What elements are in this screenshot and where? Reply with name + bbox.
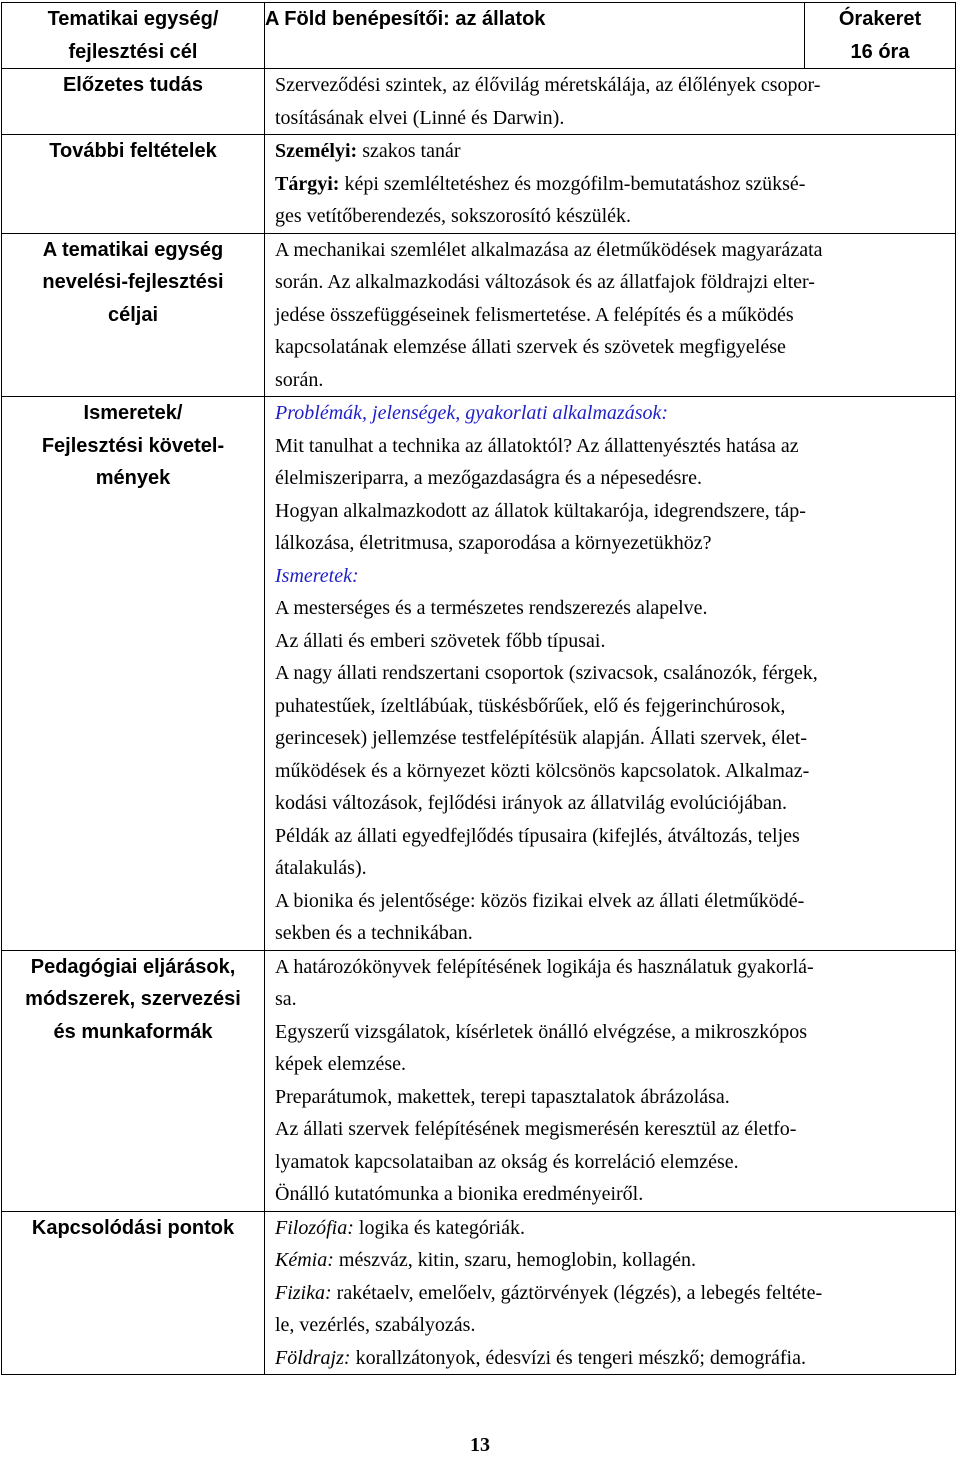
prior-knowledge-label-text: Előzetes tudás (62, 74, 204, 96)
connections-label (2, 1211, 265, 1375)
goals-line: jedése összefüggéseinek felismertetése. A felépítés és a működés (275, 303, 794, 326)
goals-label-line2: nevelési-fejlesztési (42, 271, 224, 293)
connection-text: mészváz, kitin, szaru, hemoglobin, kollagén. (333, 1249, 697, 1271)
goals-line: kapcsolatának elemzése állati szervek és szövetek megfigyelése (275, 336, 786, 358)
prior-line-1: Szerveződési szintek, az élővilág méretskálája, az élőlények csopor- (275, 74, 821, 96)
facts-line: A mesterséges és a természetes rendszerezés alapelve. (275, 597, 708, 619)
methods-content (265, 950, 956, 1211)
topic-label-line1: Tematikai egység/ (47, 8, 219, 30)
methods-label-line2: módszerek, szervezési (25, 988, 241, 1010)
knowledge-content (265, 397, 956, 951)
methods-line: Önálló kutatómunka a bionika eredményeiről. (275, 1183, 644, 1205)
problems-line: Mit tanulhat a technika az állatoktól? Az állattenyésztés hatása az (275, 434, 799, 457)
page-number: 13 (470, 1434, 490, 1456)
goals-line: során. (275, 368, 324, 391)
prior-knowledge-label (2, 69, 265, 135)
problems-heading: Problémák, jelenségek, gyakorlati alkalmazások: (275, 402, 669, 424)
goals-content (265, 233, 956, 397)
topic-label-cell (2, 3, 265, 69)
facts-heading: Ismeretek: (275, 564, 359, 587)
material-condition (275, 168, 947, 201)
connections-row (2, 1211, 956, 1375)
facts-line: Példák az állati egyedfejlődés típusaira (kifejlés, átváltozás, teljes (275, 824, 800, 847)
conditions-content (265, 135, 956, 234)
goals-line: során. Az alkalmazkodási változások és az állatfajok földrajzi elter- (275, 271, 815, 293)
personal-value: szakos tanár (357, 140, 461, 162)
connection-subject: Földrajz: (275, 1346, 351, 1369)
knowledge-label-line2: Fejlesztési követel- (41, 434, 225, 457)
connection-item (275, 1342, 947, 1375)
knowledge-row (2, 397, 956, 951)
connection-subject: Filozófia: (275, 1216, 354, 1239)
connection-item (275, 1309, 947, 1342)
topic-title: A Föld benépesítői: az állatok (265, 3, 805, 68)
methods-line: lyamatok kapcsolataiban az okság és korreláció elemzése. (275, 1150, 739, 1173)
problems-line: lálkozása, életritmusa, szaporodása a környezetükhöz? (275, 532, 712, 554)
personal-condition (275, 135, 947, 168)
connections-content (265, 1211, 956, 1375)
facts-line: puhatestűek, ízeltlábúak, tüskésbőrűek, elő és fejgerinchúrosok, (275, 694, 786, 717)
conditions-label-text: További feltételek (49, 140, 217, 162)
conditions-row (2, 135, 956, 234)
prior-knowledge-row (2, 69, 956, 135)
methods-line: Egyszerű vizsgálatok, kísérletek önálló elvégzése, a mikroszkópos (275, 1020, 808, 1043)
problems-line: élelmiszeriparra, a mezőgazdaságra és a népesedésre. (275, 467, 702, 489)
facts-line: A nagy állati rendszertani csoportok (szivacsok, csalánozók, férgek, (275, 662, 818, 684)
methods-line: A határozókönyvek felépítésének logikája és használatuk gyakorlá- (275, 955, 814, 978)
goals-row (2, 233, 956, 397)
methods-label-line3: és munkaformák (53, 1020, 213, 1043)
connection-item (275, 1244, 947, 1277)
methods-label (2, 950, 265, 1211)
methods-line: sa. (275, 988, 297, 1010)
knowledge-label-line1: Ismeretek/ (83, 402, 183, 424)
connection-text: rakétaelv, emelőelv, gáztörvények (légzés), a lebegés feltéte- (331, 1281, 823, 1304)
goals-label (2, 233, 265, 397)
header-inner-table (265, 3, 955, 68)
material-value-1: képi szemléltetéshez és mozgófilm-bemutatáshoz szüksé- (339, 172, 806, 195)
connection-text: logika és kategóriák. (353, 1216, 525, 1239)
facts-line: Az állati és emberi szövetek főbb típusai. (275, 629, 606, 652)
material-key: Tárgyi: (275, 172, 340, 195)
material-value-2: ges vetítőberendezés, sokszorosító készülék. (275, 205, 632, 227)
prior-knowledge-content (265, 69, 956, 135)
hours-cell (805, 3, 956, 68)
facts-line: működések és a környezet közti kölcsönös kapcsolatok. Alkalmaz- (275, 759, 810, 782)
facts-line: gerincesek) jellemzése testfelépítésük alapján. Állati szervek, élet- (275, 727, 807, 749)
prior-line-2: tosításának elvei (Linné és Darwin). (275, 106, 565, 129)
facts-line: átalakulás). (275, 857, 367, 879)
connection-subject: Kémia: (275, 1249, 334, 1271)
hours-value: 16 óra (850, 40, 910, 63)
topic-header-cell (265, 3, 956, 69)
facts-line: A bionika és jelentősége: közös fizikai elvek az állati életműködé- (275, 889, 805, 912)
hours-label: Órakeret (838, 8, 922, 30)
connection-text: korallzátonyok, édesvízi és tengeri mészkő; demográfia. (350, 1346, 806, 1369)
goals-label-line3: céljai (107, 303, 159, 326)
topic-label-line2: fejlesztési cél (68, 40, 198, 63)
methods-line: Az állati szervek felépítésének megismerésén keresztül az életfo- (275, 1118, 797, 1140)
header-row (2, 3, 956, 69)
knowledge-label (2, 397, 265, 951)
personal-key: Személyi: (275, 140, 358, 162)
methods-line: képek elemzése. (275, 1053, 407, 1075)
methods-line: Preparátumok, makettek, terepi tapasztalatok ábrázolása. (275, 1085, 730, 1108)
goals-line: A mechanikai szemlélet alkalmazása az életműködések magyarázata (275, 238, 823, 261)
curriculum-table (1, 2, 956, 1375)
connection-item (275, 1277, 947, 1310)
goals-label-line1: A tematikai egység (42, 238, 224, 261)
methods-label-line1: Pedagógiai eljárások, (30, 955, 236, 978)
methods-row (2, 950, 956, 1211)
problems-line: Hogyan alkalmazkodott az állatok kültakarója, idegrendszere, táp- (275, 499, 806, 522)
knowledge-label-line3: mények (95, 467, 171, 489)
conditions-label (2, 135, 265, 234)
facts-line: kodási változások, fejlődési irányok az állatvilág evolúciójában. (275, 792, 788, 814)
connection-text: le, vezérlés, szabályozás. (275, 1314, 476, 1336)
connections-label-text: Kapcsolódási pontok (31, 1216, 235, 1239)
connection-item (275, 1212, 947, 1245)
connection-subject: Fizika: (275, 1281, 332, 1304)
facts-line: sekben és a technikában. (275, 922, 473, 944)
